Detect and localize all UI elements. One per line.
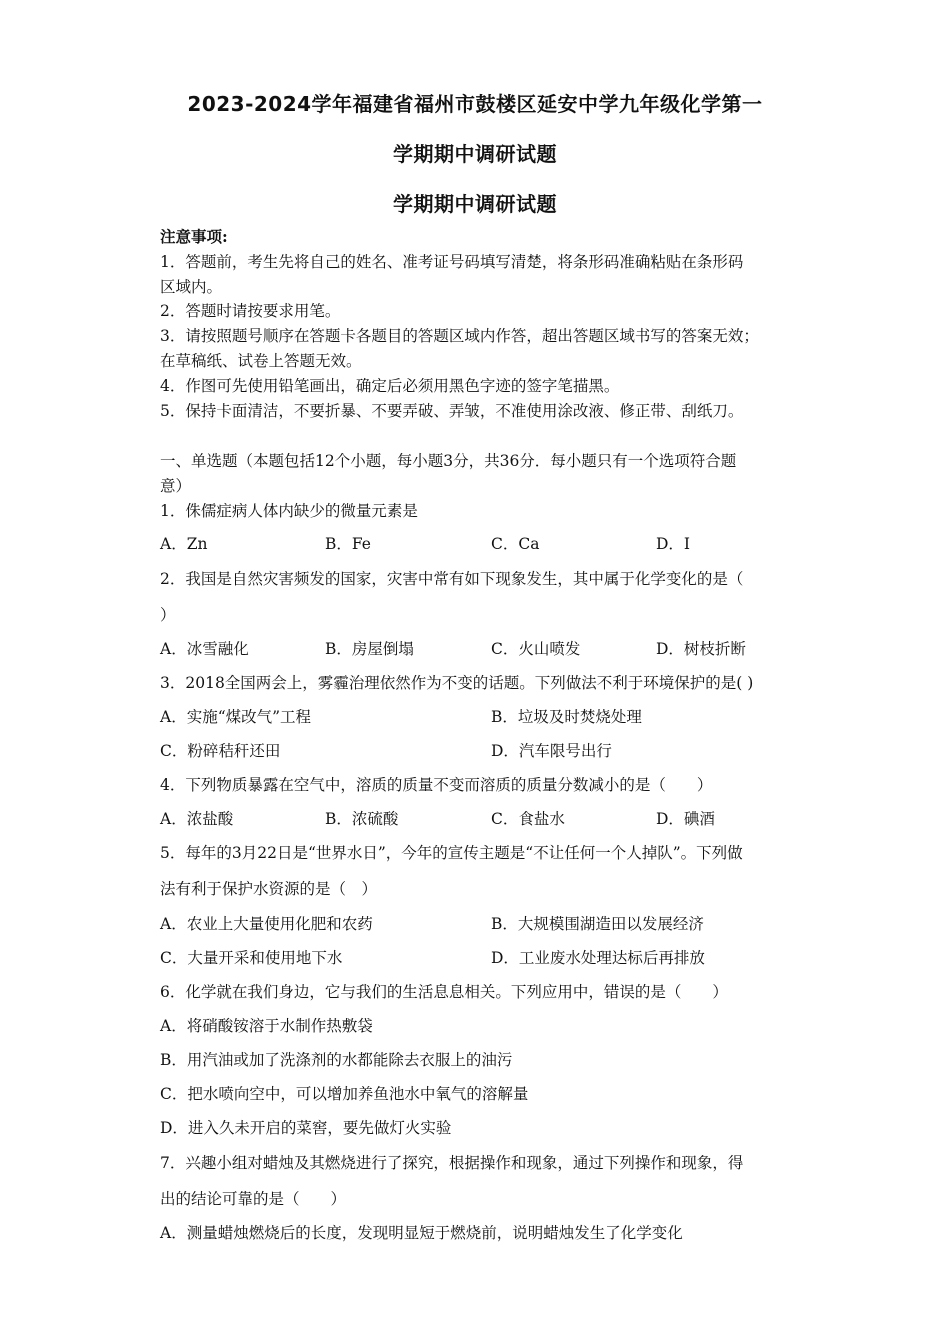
q7-option-a: A．测量蜡烛燃烧后的长度，发现明显短于燃烧前，说明蜡烛发生了化学变化: [160, 1224, 683, 1242]
q4-option-d: D．碘酒: [656, 810, 715, 828]
q4-option-a: A．浓盐酸: [160, 810, 234, 828]
q6-option-d: D．进入久未开启的菜窖，要先做灯火实验: [160, 1119, 452, 1137]
notes-heading: 注意事项:: [160, 227, 228, 246]
note-item: 3．请按照题号顺序在答题卡各题目的答题区域内作答，超出答题区域书写的答案无效；: [160, 327, 759, 345]
q5-option-b: B．大规模围湖造田以发展经济: [491, 915, 704, 933]
q2-option-a: A．冰雪融化: [160, 640, 249, 658]
note-item: 在草稿纸、试卷上答题无效。: [160, 352, 362, 370]
note-item: 2．答题时请按要求用笔。: [160, 302, 341, 320]
page-title-line2: 学期期中调研试题: [393, 142, 557, 166]
q4-option-c: C．食盐水: [491, 810, 565, 828]
note-item: 5．保持卡面清洁，不要折暴、不要弄破、弄皱，不准使用涂改液、修正带、刮纸刀。: [160, 402, 744, 420]
question-7-stem-cont: 出的结论可靠的是（ ）: [160, 1190, 347, 1208]
q6-option-c: C．把水喷向空中，可以增加养鱼池水中氧气的溶解量: [160, 1085, 529, 1103]
q1-option-d: D．I: [656, 535, 691, 553]
q6-option-a: A．将硝酸铵溶于水制作热敷袋: [160, 1017, 373, 1035]
q4-option-b: B．浓硫酸: [325, 810, 399, 828]
question-3-stem: 3．2018全国两会上，雾霾治理依然作为不变的话题。下列做法不利于环境保护的是( ): [160, 674, 754, 692]
question-1-stem: 1．侏儒症病人体内缺少的微量元素是: [160, 502, 418, 520]
q5-option-a: A．农业上大量使用化肥和农药: [160, 915, 373, 933]
page-subtitle: 学期期中调研试题: [393, 192, 557, 216]
q3-option-c: C．粉碎秸秆还田: [160, 742, 281, 760]
question-6-stem: 6．化学就在我们身边，它与我们的生活息息相关。下列应用中，错误的是（ ）: [160, 983, 728, 1001]
q2-option-d: D．树枝折断: [656, 640, 746, 658]
q2-option-b: B．房屋倒塌: [325, 640, 414, 658]
section-heading-cont: 意）: [160, 477, 192, 495]
q2-option-c: C．火山喷发: [491, 640, 581, 658]
question-5-stem-cont: 法有利于保护水资源的是（ ）: [160, 880, 378, 898]
question-7-stem: 7．兴趣小组对蜡烛及其燃烧进行了探究，根据操作和现象，通过下列操作和现象，得: [160, 1154, 744, 1172]
q1-option-b: B．Fe: [325, 535, 371, 553]
page-title-line1: 2023-2024学年福建省福州市鼓楼区延安中学九年级化学第一: [187, 92, 763, 116]
section-heading: 一、单选题（本题包括12个小题，每小题3分，共36分．每小题只有一个选项符合题: [160, 452, 737, 470]
note-item: 区域内。: [160, 278, 223, 296]
q5-option-c: C．大量开采和使用地下水: [160, 949, 343, 967]
q3-option-a: A．实施“煤改气”工程: [160, 708, 312, 726]
q1-option-a: A．Zn: [160, 535, 208, 553]
question-5-stem: 5．每年的3月22日是“世界水日”，今年的宣传主题是“不让任何一个人掉队”。下列做: [160, 844, 743, 862]
note-item: 1．答题前，考生先将自己的姓名、准考证号码填写清楚，将条形码准确粘贴在条形码: [160, 253, 744, 271]
q3-option-d: D．汽车限号出行: [491, 742, 612, 760]
q6-option-b: B．用汽油或加了洗涤剂的水都能除去衣服上的油污: [160, 1051, 513, 1069]
question-4-stem: 4．下列物质暴露在空气中，溶质的质量不变而溶质的质量分数减小的是（ ）: [160, 776, 713, 794]
q3-option-b: B．垃圾及时焚烧处理: [491, 708, 642, 726]
question-2-stem: 2．我国是自然灾害频发的国家，灾害中常有如下现象发生，其中属于化学变化的是（: [160, 570, 744, 588]
q1-option-c: C．Ca: [491, 535, 540, 553]
question-2-stem-cont: ）: [160, 606, 176, 624]
note-item: 4．作图可先使用铅笔画出，确定后必须用黑色字迹的签字笔描黑。: [160, 377, 620, 395]
q5-option-d: D．工业废水处理达标后再排放: [491, 949, 705, 967]
